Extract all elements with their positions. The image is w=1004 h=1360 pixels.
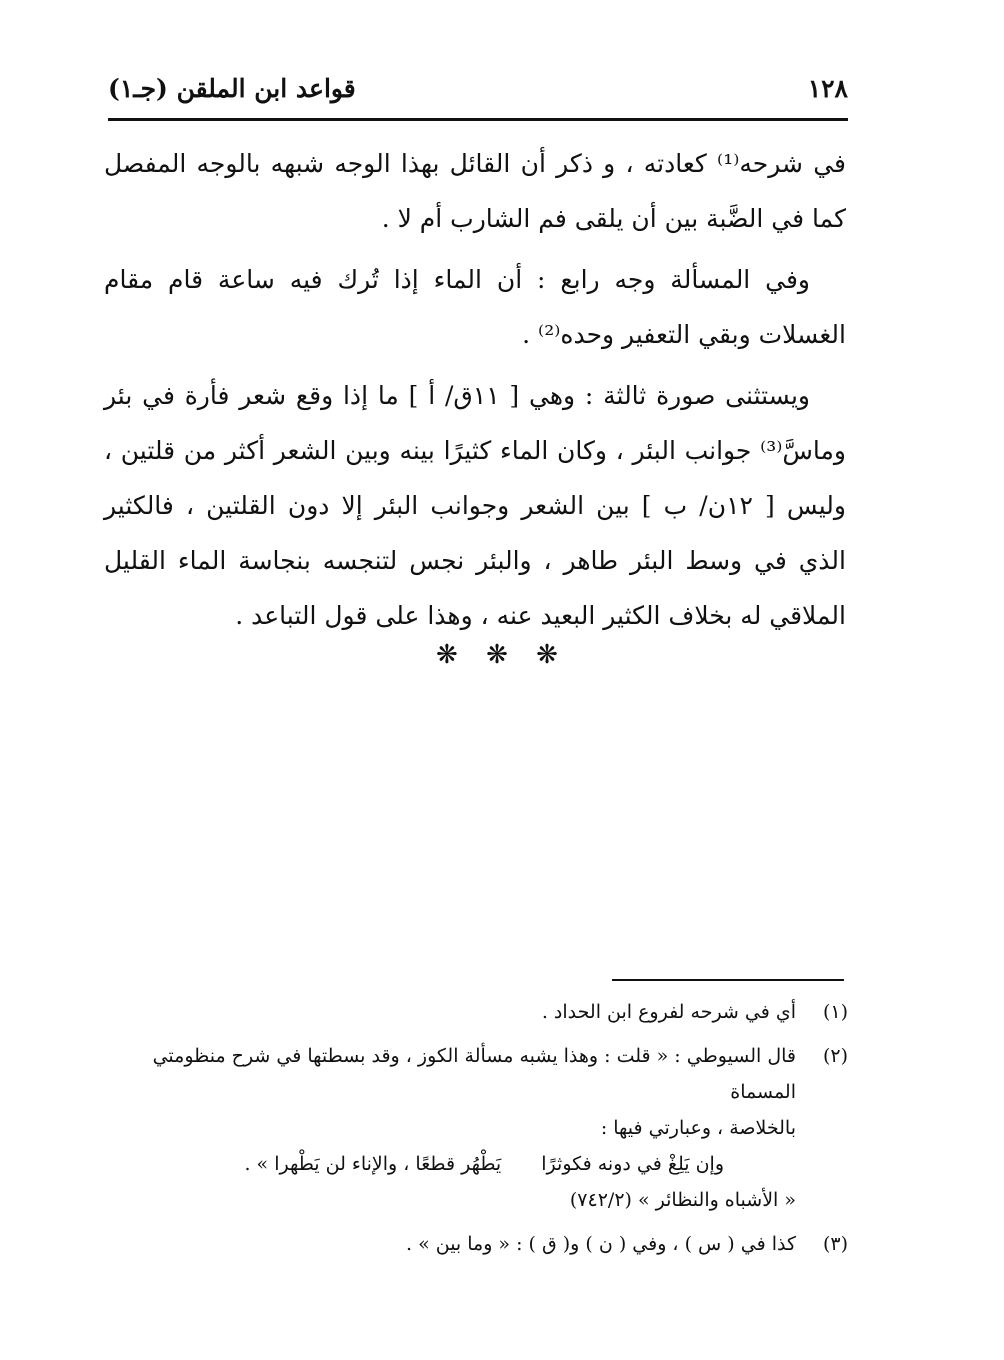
footnote-number: (٣) [822, 1233, 848, 1255]
verse-hemistich-2: يَطْهُر قطعًا ، والإناء لن يَطْهرا » . [244, 1153, 502, 1175]
section-separator: ❋ ❋ ❋ [436, 640, 568, 670]
header-title: قواعد ابن الملقن (جـ١) [108, 74, 356, 103]
footnote-line: بالخلاصة ، وعبارتي فيها : [600, 1117, 796, 1139]
footnote-number: (١) [822, 1001, 848, 1023]
paragraph-3: ويستثنى صورة ثالثة : وهي [ ١١ق/ أ ] ما إذا وقع شعر فأرة في بئر وماسَّ⁽³⁾ جوانب البئر ، وكان الماء كثيرًا بينه وبين الشعر أكثر من قلتين ، وليس [ ١٢ن/ ب ] بين الشعر وجوانب البئر إلا دون القلتين ، فالكثير الذي في وسط البئر طاهر ، والبئر نجس لتنجسه بنجاسة الماء القليل الملاقي له بخلاف الكثير البعيد عنه ، وهذا على قول التباعد . [104, 381, 846, 630]
verse-hemistich-1: وإن يَلِغْ في دونه فكوثرًا [541, 1153, 724, 1175]
footnote-text [100, 1038, 796, 1218]
footnote-source: « الأشباه والنظائر » (٧٤٢/٢) [569, 1189, 796, 1211]
footnote-line: أي في شرحه لفروع ابن الحداد . [541, 1001, 796, 1023]
footnote-rule [612, 979, 844, 981]
footnote-2 [100, 1038, 848, 1218]
footnote-3 [100, 1226, 848, 1262]
footnote-1 [100, 994, 848, 1030]
verse-line [100, 1146, 796, 1182]
header-rule [108, 118, 848, 121]
running-header [108, 72, 848, 112]
footnote-line: قال السيوطي : « قلت : وهذا يشبه مسألة الكوز ، وقد بسطتها في شرح منظومتي المسماة [152, 1045, 796, 1103]
page-number: ١٢٨ [807, 74, 848, 103]
paragraph-2: وفي المسألة وجه رابع : أن الماء إذا تُرك فيه ساعة قام مقام الغسلات وبقي التعفير وحده⁽²⁾ . [104, 265, 846, 349]
footnotes [100, 994, 848, 1270]
footnote-line: كذا في ( س ) ، وفي ( ن ) و( ق ) : « وما بين » . [405, 1233, 796, 1255]
footnote-text [100, 994, 796, 1030]
main-text [104, 136, 846, 649]
footnote-text [100, 1226, 796, 1262]
footnote-number: (٢) [822, 1045, 848, 1067]
paragraph-1: في شرحه⁽¹⁾ كعادته ، و ذكر أن القائل بهذا الوجه شبهه بالوجه المفصل كما في الضَّبة بين أن يلقى فم الشارب أم لا . [104, 149, 846, 233]
